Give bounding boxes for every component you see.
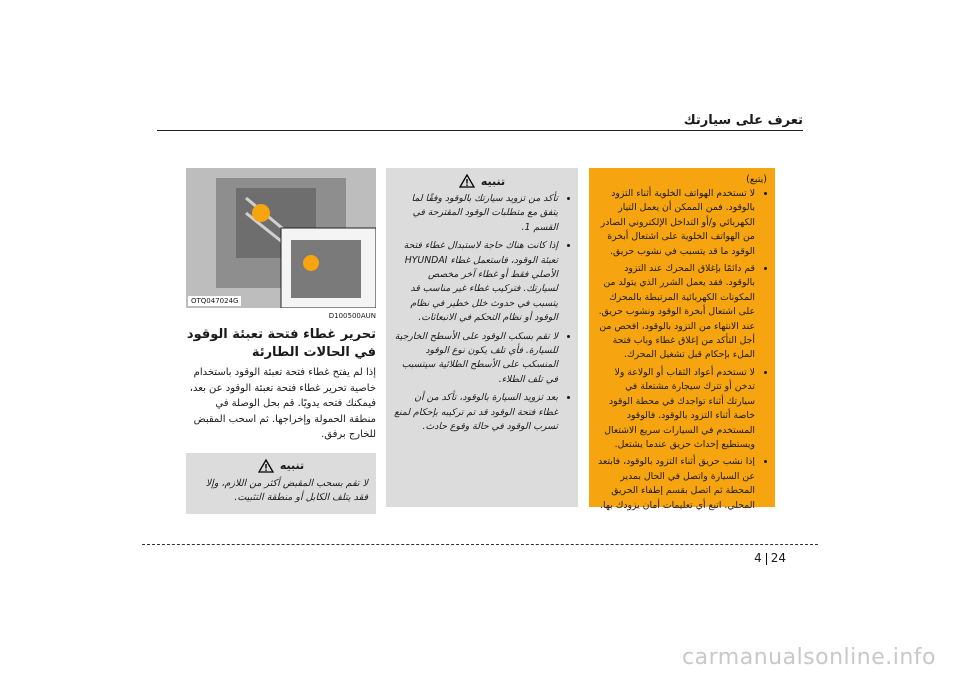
list-item: • بعد تزويد السيارة بالوقود، تأكد من أن غطاء فتحة الوقود قد تم تركيبه بإحكام لمنع تسرب الوقود في حالة وقوع حادث. — [394, 391, 558, 434]
page-separator — [766, 553, 767, 565]
left-column — [186, 168, 376, 514]
caution-text: لا تقم بسحب المقبض أكثر من اللازم، وإلا فقد يتلف الكابل أو منطقة التثبيت. — [205, 477, 368, 504]
list-item: • لا تستخدم الهواتف الخلوية أثناء التزود بالوقود. فمن الممكن أن يعمل التيار الكهربائي و/أو التداخل الإلكتروني الصادر من الهواتف الخلوية على اشتعال أبخرة الوقود ما قد يتسبب في نشوب حريق. — [597, 187, 755, 259]
list-item: • إذا كانت هناك حاجة لاستبدال غطاء فتحة تعبئة الوقود، فاستعمل غطاء HYUNDAI الأصلي فقط أو غطاء آخر مخصص لسيارتك. فتركيب غطاء غير مناسب قد يتسبب في حدوث خلل خطير في نظام الوقود أو نظام التحكم في الانبعاثات. — [394, 239, 558, 325]
list-item: • تأكد من تزويد سيارتك بالوقود وفقًا لما يتفق مع متطلبات الوقود المقترحة في القسم 1. — [394, 192, 558, 235]
right-warning-box — [589, 168, 775, 511]
caution-box — [186, 453, 376, 514]
section-body: إذا لم يفتح غطاء فتحة تعبئة الوقود باستخدام خاصية تحرير غطاء فتحة تعبئة الوقود عن بعد، فيمكنك فتحه يدويًا. قم بحل الوصلة في منطقة الحمولة وإخراجها. ثم اسحب المقبض للخارج برفق. — [189, 367, 376, 441]
page-number-value: 24 — [770, 551, 786, 565]
header-title: تعرف على سيارتك — [683, 113, 803, 128]
photo-caption: OTQ047024G — [188, 296, 241, 306]
continued-label: (يتبع) — [746, 174, 767, 185]
warning-icon — [258, 459, 274, 473]
middle-caution-box — [386, 168, 578, 507]
middle-caution-list — [394, 192, 570, 435]
warning-icon — [459, 174, 475, 188]
page-number — [754, 551, 786, 565]
right-warning-list — [597, 187, 767, 513]
middle-caution-title — [394, 174, 570, 188]
list-item: • قم دائمًا بإغلاق المحرك عند التزود بالوقود. فقد يعمل الشرر الذي يتولد من المكونات الكهربائية المرتبطة بالمحرك على اشتعال أبخرة الوقود ونشوب حريق. عند الانتهاء من التزود بالوقود، افحص من أجل التأكد من إغلاق غطاء وباب فتحة الملء بإحكام قبل تشغيل المحرك. — [597, 262, 755, 363]
middle-caution-title-text: تنبيه — [480, 174, 506, 188]
footer-rule — [142, 544, 818, 545]
section-code: D100500AUN — [328, 312, 376, 320]
watermark: carmanualsonline.info — [682, 645, 936, 670]
header-rule — [157, 130, 803, 131]
chapter-number: 4 — [754, 551, 762, 565]
list-item: • إذا نشب حريق أثناء التزود بالوقود، فابتعد عن السيارة واتصل في الحال بمدير المحطة ثم اتصل بقسم إطفاء الحريق المحلي. اتبع أي تعليمات أمان يزودك بها. — [597, 455, 755, 513]
fuel-door-illustration — [186, 168, 376, 308]
fuel-door-photo — [186, 168, 376, 308]
section-heading: تحرير غطاء فتحة تعبئة الوقود في الحالات الطارئة — [186, 327, 376, 360]
caution-title-text: تنبيه — [279, 459, 305, 473]
list-item: • لا تقم بسكب الوقود على الأسطح الخارجية للسيارة. فأي تلف يكون نوع الوقود المنسكب على الأسطح الطلائية سيتسبب في تلف الطلاء. — [394, 330, 558, 388]
list-item: • لا تستخدم أعواد الثقاب أو الولاعة ولا تدخن أو تترك سيجارة مشتعلة في سيارتك أثناء تواجدك في محطة الوقود خاصة أثناء التزود بالوقود. فالوقود المستخدم في السيارات سريع الاشتعال ويستطيع إحداث حريق عندما يشتعل. — [597, 366, 755, 452]
caution-title — [194, 459, 368, 473]
